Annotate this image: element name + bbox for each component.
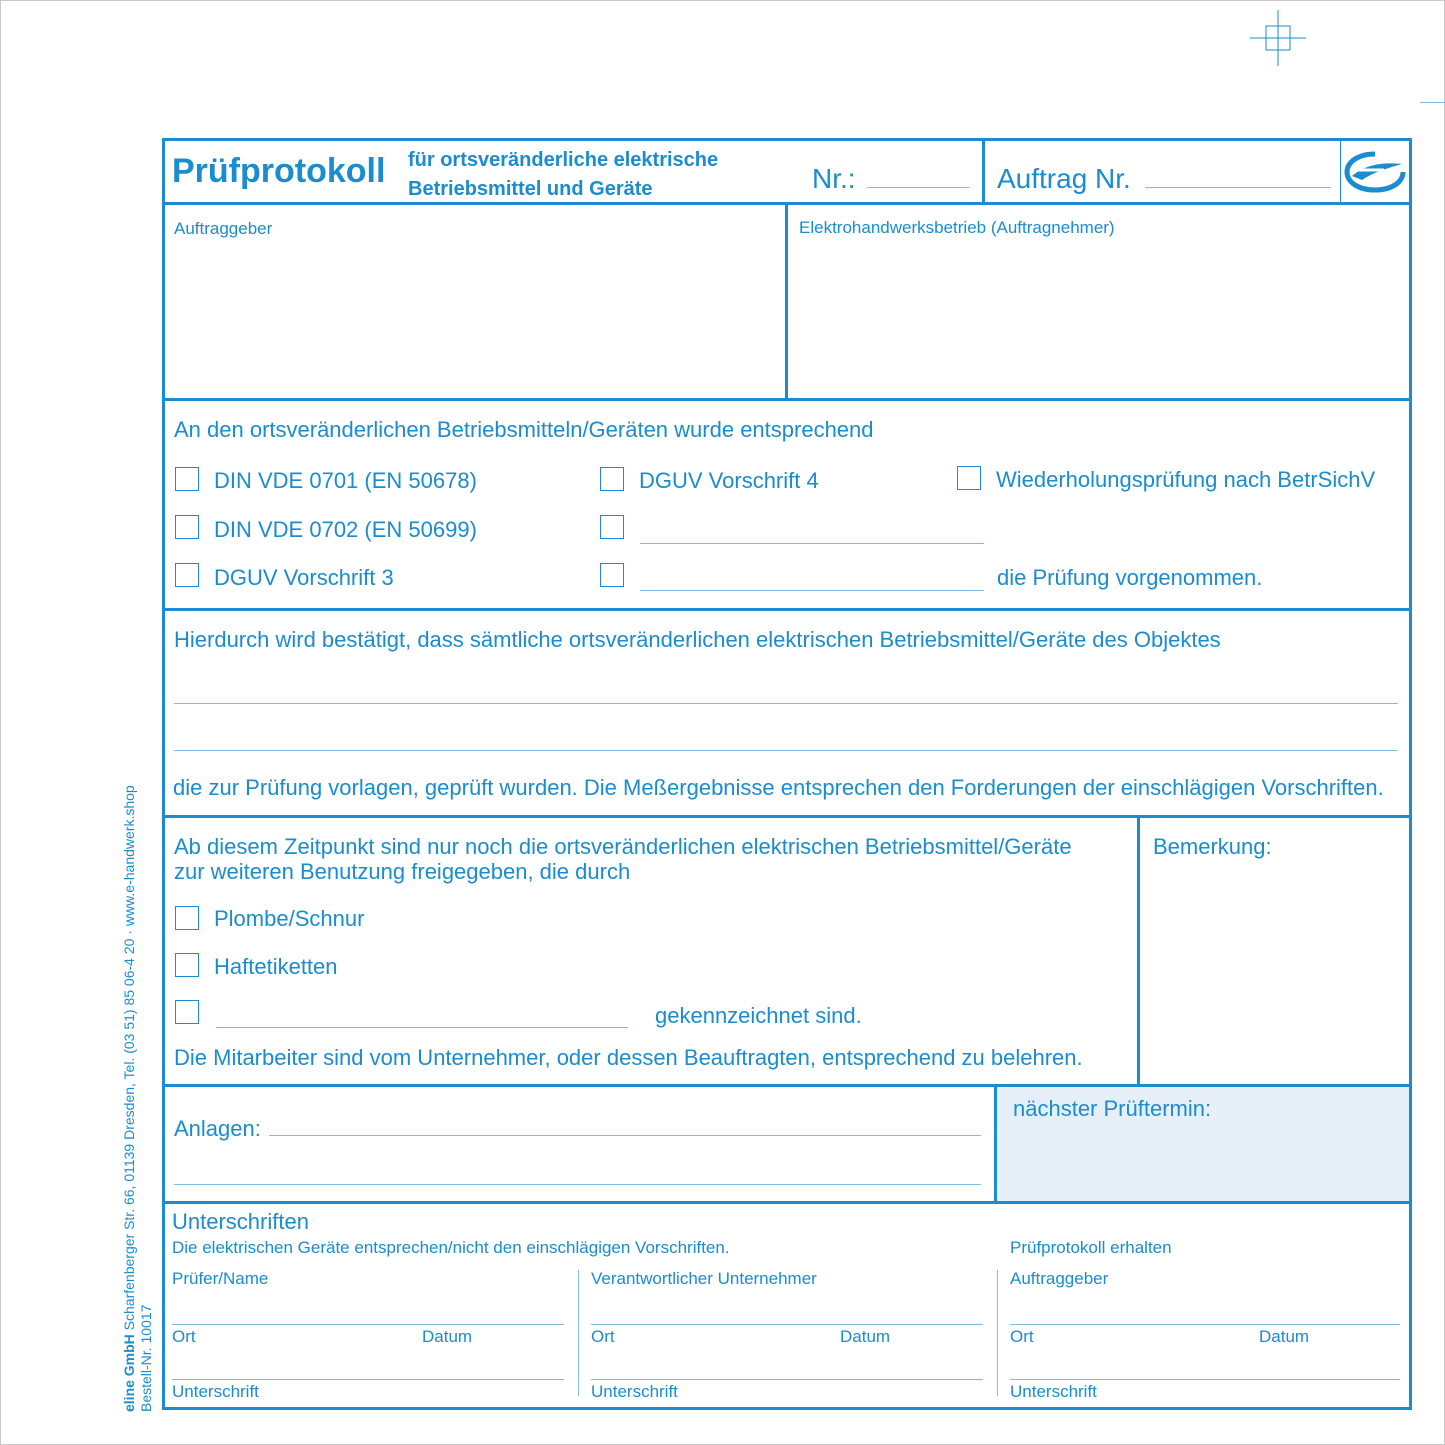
attachments-field-1[interactable] xyxy=(269,1135,981,1136)
option-dguv-4: DGUV Vorschrift 4 xyxy=(639,468,819,493)
sig-col-2-datum: Datum xyxy=(840,1327,891,1346)
subtitle-line-1: für ortsveränderliche elektrische xyxy=(408,149,719,171)
option-betrsichv: Wiederholungsprüfung nach BetrSichV xyxy=(996,467,1376,492)
client-label: Auftraggeber xyxy=(174,219,273,238)
sig-col-1-ort: Ort xyxy=(172,1327,196,1346)
instruction-text: Die Mitarbeiter sind vom Unternehmer, oder dessen Beauftragten, entsprechend zu belehren. xyxy=(174,1045,1083,1070)
sig-col-3-datum: Datum xyxy=(1259,1327,1310,1346)
header-divider xyxy=(982,141,985,203)
option-dguv-3: DGUV Vorschrift 3 xyxy=(214,565,394,590)
side-imprint-company: eline GmbH xyxy=(121,1334,137,1412)
sig-col-3-title: Auftraggeber xyxy=(1010,1269,1109,1288)
checkbox-dguv-3[interactable] xyxy=(175,563,199,587)
checkbox-custom-marking[interactable] xyxy=(175,1000,199,1024)
side-imprint-line-2: Bestell-Nr. 10017 xyxy=(138,1304,154,1412)
attachments-field-2[interactable] xyxy=(174,1184,981,1185)
checkbox-haftetiketten[interactable] xyxy=(175,953,199,977)
client-field[interactable] xyxy=(165,205,785,398)
signatures-heading: Unterschriften xyxy=(172,1209,309,1234)
confirmation-text-bottom: die zur Prüfung vorlagen, geprüft wurden. Die Meßergebnisse entsprechen den Forderungen der einschlägigen Vorschriften. xyxy=(173,775,1384,800)
sig-col-1-signature: Unterschrift xyxy=(172,1382,259,1401)
side-imprint-address: Scharfenberger Str. 66, 01139 Dresden, Tel. (03 51) 85 06-4 20 · www.e-handwerk.shop xyxy=(121,785,137,1335)
side-imprint xyxy=(121,672,155,1412)
received-label: Prüfprotokoll erhalten xyxy=(1010,1238,1172,1257)
sig-col-3-place-date-field[interactable] xyxy=(1010,1379,1400,1380)
sig-divider-2 xyxy=(997,1270,998,1396)
sig-col-1-datum: Datum xyxy=(422,1327,473,1346)
marked-text: gekennzeichnet sind. xyxy=(655,1003,862,1028)
nr-label: Nr.: xyxy=(812,163,856,194)
standards-bottom-rule xyxy=(165,608,1409,611)
object-field-2[interactable] xyxy=(174,750,1398,751)
standards-intro: An den ortsveränderlichen Betriebsmitteln/Geräten wurde entsprechend xyxy=(174,417,874,442)
auftrag-nr-field[interactable] xyxy=(1145,187,1331,188)
sig-col-2-signature: Unterschrift xyxy=(591,1382,678,1401)
sig-col-1-place-date-field[interactable] xyxy=(172,1379,564,1380)
sig-col-3-signature: Unterschrift xyxy=(1010,1382,1097,1401)
option-plombe: Plombe/Schnur xyxy=(214,906,365,931)
confirmation-bottom-rule xyxy=(165,815,1409,818)
sig-col-3-ort: Ort xyxy=(1010,1327,1034,1346)
checkbox-betrsichv[interactable] xyxy=(957,466,981,490)
subtitle-line-2: Betriebsmittel und Geräte xyxy=(408,178,653,200)
sig-col-1-name-field[interactable] xyxy=(172,1324,564,1325)
parties-bottom-rule xyxy=(165,398,1409,401)
next-test-label: nächster Prüftermin: xyxy=(1013,1096,1212,1121)
checkbox-plombe[interactable] xyxy=(175,906,199,930)
sig-col-2-ort: Ort xyxy=(591,1327,615,1346)
attachments-bottom-rule xyxy=(165,1201,1409,1204)
sig-col-2-title: Verantwortlicher Unternehmer xyxy=(591,1269,817,1288)
release-text xyxy=(174,834,1072,884)
attachments-label: Anlagen: xyxy=(174,1116,261,1141)
option-din-vde-0702: DIN VDE 0702 (EN 50699) xyxy=(214,517,477,542)
auftrag-label: Auftrag Nr. xyxy=(997,163,1131,194)
release-line-1: Ab diesem Zeitpunkt sind nur noch die ortsveränderlichen elektrischen Betriebsmittel/Geräte xyxy=(174,834,1072,859)
checkbox-din-vde-0702[interactable] xyxy=(175,515,199,539)
remark-field[interactable] xyxy=(1140,870,1409,1082)
release-line-2: zur weiteren Benutzung freigegeben, die durch xyxy=(174,859,631,884)
logo-divider xyxy=(1340,141,1341,203)
nr-field[interactable] xyxy=(867,187,970,188)
eline-logo-icon xyxy=(1344,150,1406,194)
signatures-note: Die elektrischen Geräte entsprechen/nicht den einschlägigen Vorschriften. xyxy=(172,1238,730,1257)
custom-standard-field-1[interactable] xyxy=(640,543,984,544)
sig-col-2-place-date-field[interactable] xyxy=(591,1379,983,1380)
custom-standard-field-2[interactable] xyxy=(640,590,984,591)
side-imprint-line-1 xyxy=(121,672,138,1412)
registration-mark-icon xyxy=(1248,10,1308,68)
checkbox-custom-2[interactable] xyxy=(600,563,624,587)
custom-marking-field[interactable] xyxy=(216,1027,628,1028)
option-din-vde-0701: DIN VDE 0701 (EN 50678) xyxy=(214,468,477,493)
checkbox-din-vde-0701[interactable] xyxy=(175,467,199,491)
contractor-field[interactable] xyxy=(788,205,1409,398)
form-title: Prüfprotokoll xyxy=(172,152,386,190)
standards-outro: die Prüfung vorgenommen. xyxy=(997,565,1263,590)
sig-col-2-name-field[interactable] xyxy=(591,1324,983,1325)
sig-divider-1 xyxy=(578,1270,579,1396)
remark-label: Bemerkung: xyxy=(1153,834,1272,859)
sig-col-1-title: Prüfer/Name xyxy=(172,1269,269,1288)
object-field-1[interactable] xyxy=(174,703,1398,704)
checkbox-custom-1[interactable] xyxy=(600,515,624,539)
form-subtitle xyxy=(408,146,718,204)
checkbox-dguv-4[interactable] xyxy=(600,467,624,491)
sig-col-3-name-field[interactable] xyxy=(1010,1324,1400,1325)
confirmation-text-top: Hierdurch wird bestätigt, dass sämtliche ortsveränderlichen elektrischen Betriebsmittel/Geräte des Objektes xyxy=(174,627,1221,652)
contractor-label: Elektrohandwerksbetrieb (Auftragnehmer) xyxy=(799,218,1115,237)
option-haftetiketten: Haftetiketten xyxy=(214,954,338,979)
trim-mark xyxy=(1420,102,1445,103)
